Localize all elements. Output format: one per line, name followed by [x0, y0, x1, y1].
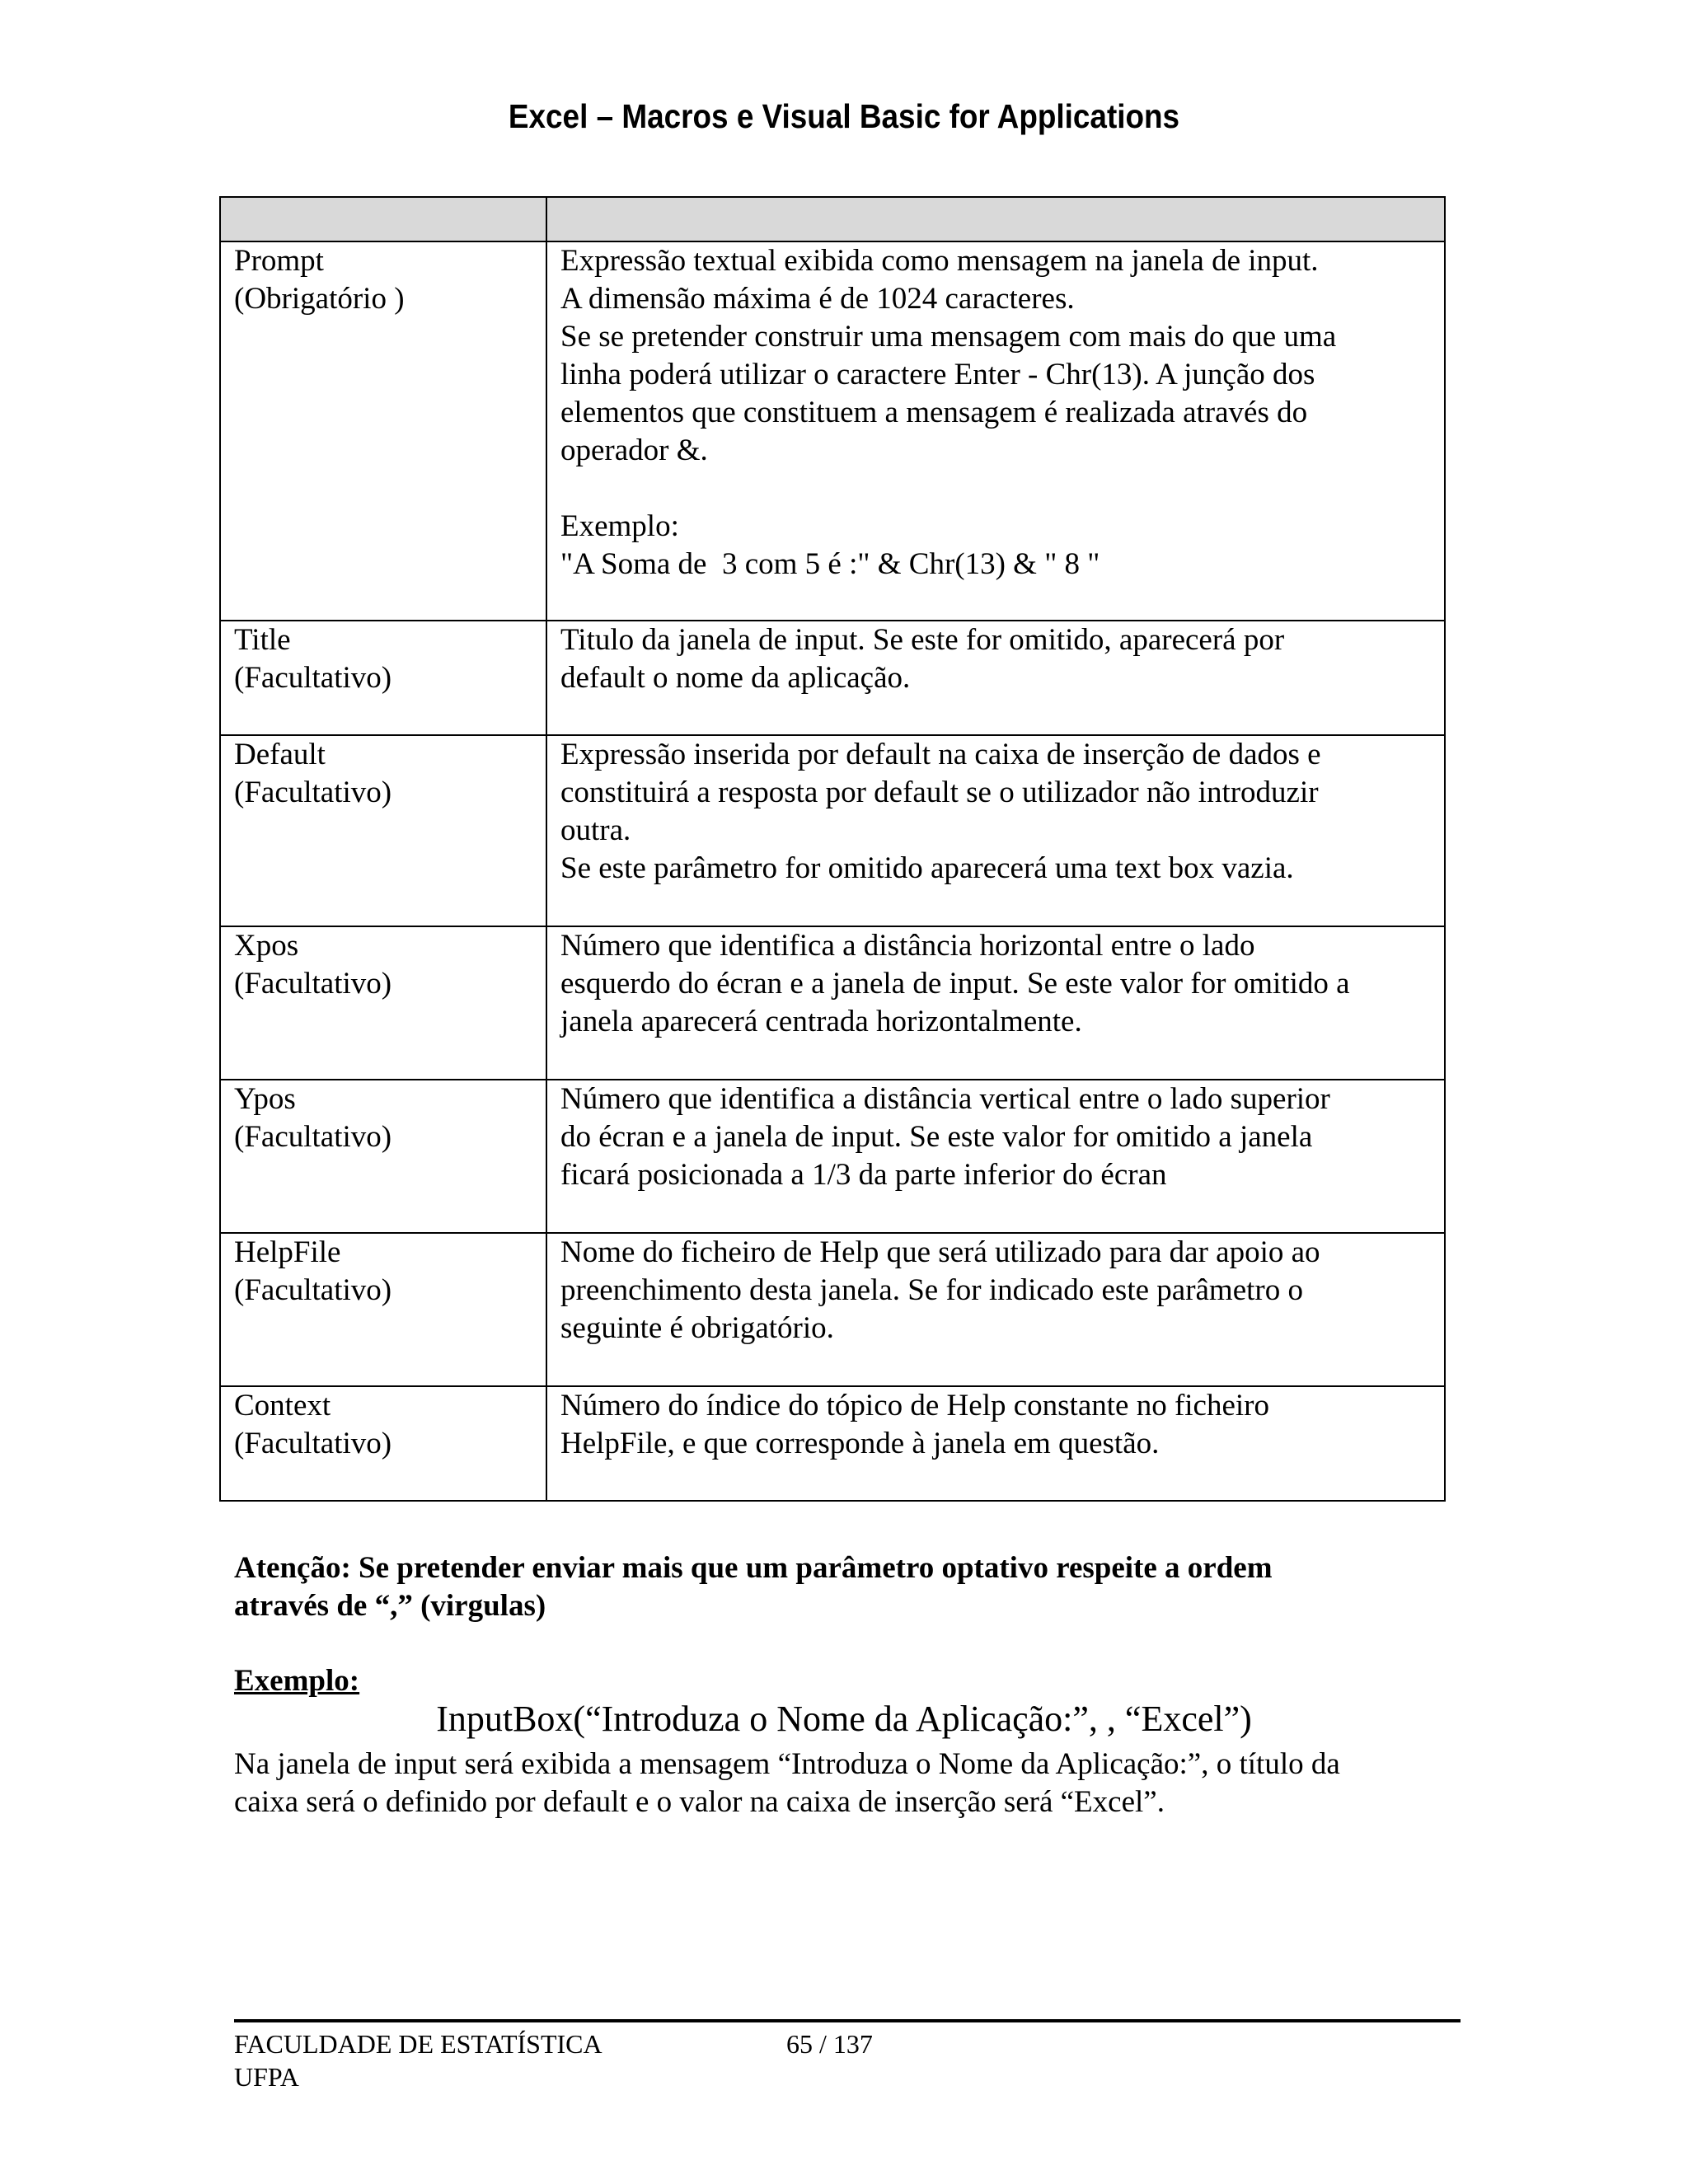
- example-heading: Exemplo:: [234, 1664, 360, 1698]
- parameter-name-cell: [220, 241, 546, 621]
- table-row: [220, 621, 1445, 735]
- parameter-requirement: (Facultativo): [234, 1273, 392, 1307]
- parameter-name: Xpos: [234, 929, 299, 963]
- parameter-description-cell: [546, 1233, 1445, 1386]
- footer-university: UFPA: [234, 2062, 299, 2092]
- parameter-description-cell: [546, 1386, 1445, 1501]
- parameter-description-cell: [546, 1080, 1445, 1233]
- table-row: [220, 1386, 1445, 1501]
- parameter-name-cell: [220, 926, 546, 1080]
- parameter-description-cell: [546, 241, 1445, 621]
- parameter-name: Ypos: [234, 1082, 296, 1116]
- description-line: operador &.: [560, 434, 708, 467]
- description-line: Se se pretender construir uma mensagem com mais do que uma: [560, 320, 1337, 354]
- description-line: Titulo da janela de input. Se este for omitido, aparecerá por: [560, 623, 1285, 657]
- example-label: Exemplo:: [560, 509, 679, 543]
- parameter-name-cell: [220, 735, 546, 926]
- parameter-name: HelpFile: [234, 1235, 341, 1269]
- parameter-name-cell: [220, 1233, 546, 1386]
- attention-note: [234, 1549, 1437, 1625]
- page-title: Excel – Macros e Visual Basic for Applications: [508, 97, 1180, 135]
- parameter-name: Default: [234, 738, 326, 771]
- description-line: constituirá a resposta por default se o utilizador não introduzir: [560, 776, 1319, 809]
- parameter-requirement: (Facultativo): [234, 661, 392, 695]
- table-header-cell: [546, 197, 1445, 241]
- description-line: default o nome da aplicação.: [560, 661, 911, 695]
- description-line: Número que identifica a distância vertical entre o lado superior: [560, 1082, 1330, 1116]
- footer-rule: [234, 2019, 1461, 2022]
- footer-institution-block: [234, 2027, 603, 2093]
- description-line: A dimensão máxima é de 1024 caracteres.: [560, 282, 1075, 316]
- footer-institution: FACULDADE DE ESTATÍSTICA: [234, 2029, 603, 2059]
- note-line: através de “,” (virgulas): [234, 1589, 546, 1623]
- page-number: 65 / 137: [786, 2029, 873, 2059]
- parameter-name: Title: [234, 623, 291, 657]
- parameter-name-cell: [220, 1386, 546, 1501]
- description-line: preenchimento desta janela. Se for indicado este parâmetro o: [560, 1273, 1303, 1307]
- table-header-cell: [220, 197, 546, 241]
- table-row: [220, 735, 1445, 926]
- description-line: elementos que constituem a mensagem é realizada através do: [560, 396, 1308, 429]
- description-line: ficará posicionada a 1/3 da parte inferior do écran: [560, 1158, 1167, 1192]
- example-code: "A Soma de 3 com 5 é :" & Chr(13) & " 8 ": [560, 547, 1100, 581]
- example-code-line: InputBox(“Introduza o Nome da Aplicação:”, , “Excel”): [436, 1699, 1252, 1739]
- parameter-description-cell: [546, 735, 1445, 926]
- description-line: linha poderá utilizar o caractere Enter - Chr(13). A junção dos: [560, 358, 1315, 391]
- parameter-description-cell: [546, 621, 1445, 735]
- description-line: do écran e a janela de input. Se este valor for omitido a janela: [560, 1120, 1313, 1154]
- table-header-row: [220, 197, 1445, 241]
- description-line: Se este parâmetro for omitido aparecerá uma text box vazia.: [560, 851, 1294, 885]
- example-description-line: caixa será o definido por default e o valor na caixa de inserção será “Excel”.: [234, 1785, 1165, 1819]
- description-line: seguinte é obrigatório.: [560, 1311, 834, 1345]
- description-line: Nome do ficheiro de Help que será utilizado para dar apoio ao: [560, 1235, 1320, 1269]
- parameter-requirement: (Facultativo): [234, 776, 392, 809]
- table-row: [220, 1233, 1445, 1386]
- description-line: Número que identifica a distância horizontal entre o lado: [560, 929, 1255, 963]
- parameter-requirement: (Facultativo): [234, 967, 392, 1001]
- parameter-name: Prompt: [234, 244, 324, 278]
- note-line: Atenção: Se pretender enviar mais que um parâmetro optativo respeite a ordem: [234, 1551, 1273, 1585]
- table-row: [220, 926, 1445, 1080]
- parameter-name-cell: [220, 1080, 546, 1233]
- parameter-requirement: (Facultativo): [234, 1120, 392, 1154]
- description-line: Expressão textual exibida como mensagem na janela de input.: [560, 244, 1319, 278]
- parameter-requirement: (Obrigatório ): [234, 282, 405, 316]
- parameter-name: Context: [234, 1389, 331, 1422]
- description-line: Expressão inserida por default na caixa de inserção de dados e: [560, 738, 1321, 771]
- description-line: esquerdo do écran e a janela de input. Se este valor for omitido a: [560, 967, 1350, 1001]
- example-description: [234, 1746, 1446, 1821]
- table-row: [220, 1080, 1445, 1233]
- example-description-line: Na janela de input será exibida a mensagem “Introduza o Nome da Aplicação:”, o título da: [234, 1747, 1340, 1781]
- parameter-requirement: (Facultativo): [234, 1427, 392, 1460]
- description-line: janela aparecerá centrada horizontalmente.: [560, 1005, 1082, 1038]
- parameter-name-cell: [220, 621, 546, 735]
- parameter-description-cell: [546, 926, 1445, 1080]
- parameters-table: [219, 196, 1446, 1502]
- description-line: Número do índice do tópico de Help constante no ficheiro: [560, 1389, 1269, 1422]
- table-row: [220, 241, 1445, 621]
- description-line: HelpFile, e que corresponde à janela em questão.: [560, 1427, 1160, 1460]
- description-line: outra.: [560, 813, 631, 847]
